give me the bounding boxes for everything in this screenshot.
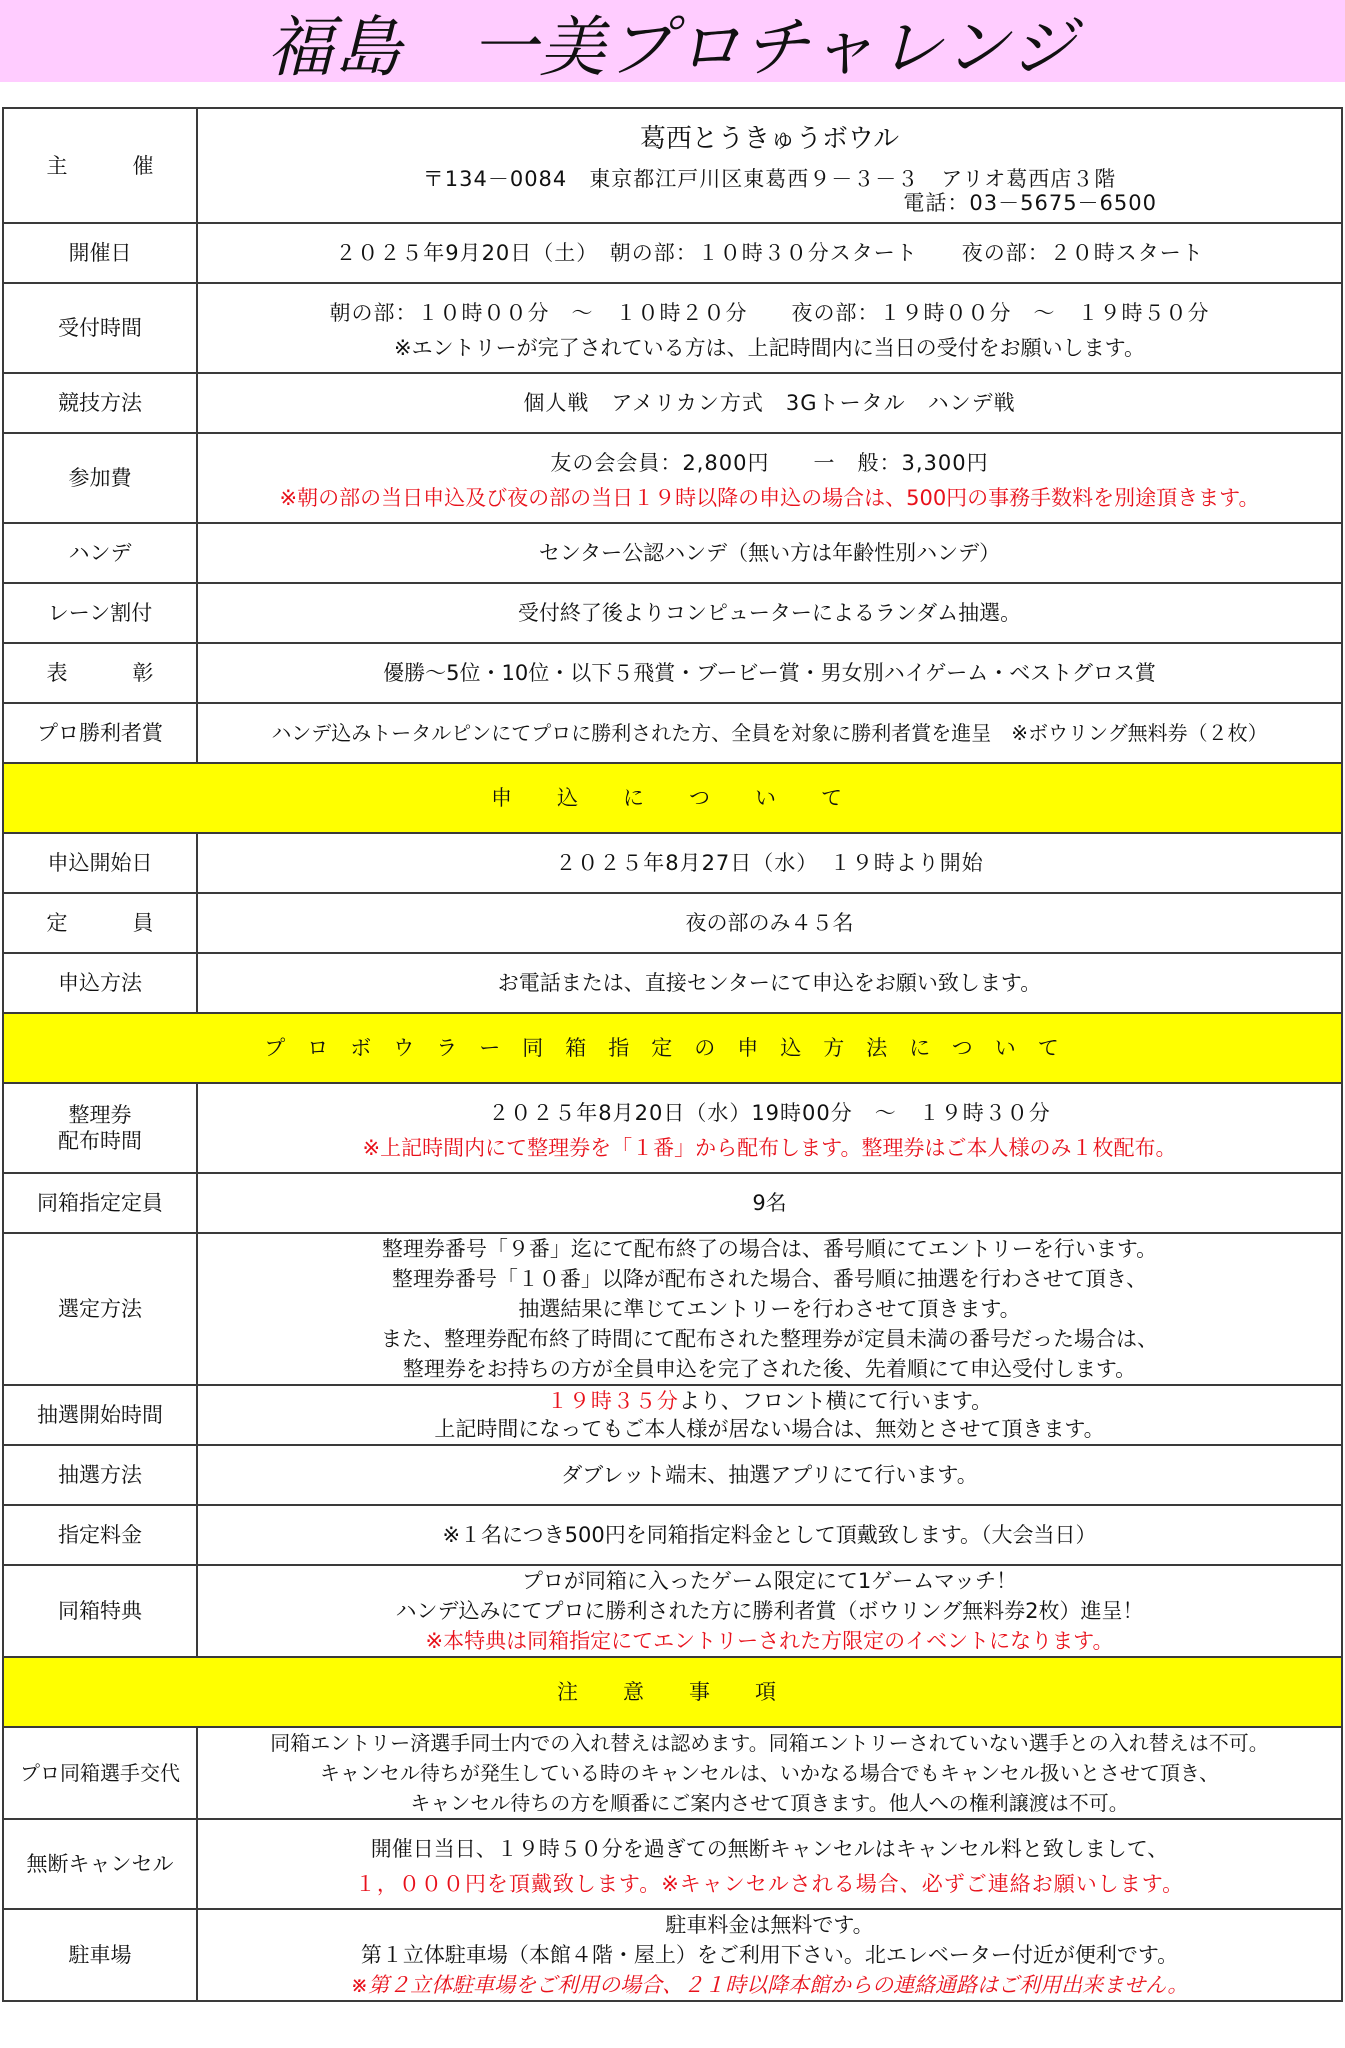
ticket-note: ※上記時間内にて整理券を「１番」から配布します。整理券はご本人様のみ１枚配布。 bbox=[362, 1136, 1177, 1160]
section-header-application: 申 込 に つ い て bbox=[3, 763, 1342, 833]
swap-line: キャンセル待ちの方を順番にご案内させて頂きます。他人への権利譲渡は不可。 bbox=[410, 1791, 1129, 1815]
row-draw-method bbox=[3, 1445, 1342, 1505]
row-swap bbox=[3, 1727, 1342, 1819]
row-no-show bbox=[3, 1819, 1342, 1909]
parking-line: 駐車料金は無料です。 bbox=[665, 1913, 874, 1937]
organizer-cell bbox=[197, 108, 1342, 223]
draw-method-value: ダブレット端末、抽選アプリにて行います。 bbox=[197, 1445, 1342, 1505]
fee-cell bbox=[197, 433, 1342, 523]
row-capacity bbox=[3, 893, 1342, 953]
draw-time-label: 抽選開始時間 bbox=[3, 1385, 197, 1445]
event-date-label: 開催日 bbox=[3, 223, 197, 283]
draw-absence-note: 上記時間になってもご本人様が居ない場合は、無効とさせて頂きます。 bbox=[434, 1417, 1105, 1441]
no-show-cell bbox=[197, 1819, 1342, 1909]
row-selection bbox=[3, 1233, 1342, 1385]
row-handicap bbox=[3, 523, 1342, 583]
same-box-capacity-value: 9名 bbox=[197, 1173, 1342, 1233]
awards-label: 表 彰 bbox=[3, 643, 197, 703]
row-lanes bbox=[3, 583, 1342, 643]
application-start-value: ２０２５年8月27日（水） １９時より開始 bbox=[197, 833, 1342, 893]
awards-value: 優勝～5位・10位・以下５飛賞・ブービー賞・男女別ハイゲーム・ベストグロス賞 bbox=[197, 643, 1342, 703]
row-organizer bbox=[3, 108, 1342, 223]
format-value: 個人戦 アメリカン方式 3Gトータル ハンデ戦 bbox=[197, 373, 1342, 433]
same-box-capacity-label: 同箱指定定員 bbox=[3, 1173, 197, 1233]
fee-value: 友の会会員：2,800円 一 般：3,300円 bbox=[550, 451, 989, 475]
row-same-box-capacity bbox=[3, 1173, 1342, 1233]
handicap-label: ハンデ bbox=[3, 523, 197, 583]
reception-cell bbox=[197, 283, 1342, 373]
row-format bbox=[3, 373, 1342, 433]
row-section-same-box bbox=[3, 1013, 1342, 1083]
lanes-label: レーン割付 bbox=[3, 583, 197, 643]
row-reception bbox=[3, 283, 1342, 373]
row-parking bbox=[3, 1909, 1342, 2001]
ticket-label: 整理券 配布時間 bbox=[3, 1083, 197, 1173]
row-section-notes bbox=[3, 1657, 1342, 1727]
row-fee bbox=[3, 433, 1342, 523]
fee-note: ※朝の部の当日申込及び夜の部の当日１９時以降の申込の場合は、500円の事務手数料を別途頂きます。 bbox=[279, 486, 1260, 510]
no-show-line: 開催日当日、１９時５０分を過ぎての無断キャンセルはキャンセル料と致しまして、 bbox=[370, 1837, 1169, 1861]
same-box-benefit-cell bbox=[197, 1565, 1342, 1657]
capacity-value: 夜の部のみ４５名 bbox=[197, 893, 1342, 953]
row-pro-win bbox=[3, 703, 1342, 763]
selection-cell bbox=[197, 1233, 1342, 1385]
benefit-note: ※本特典は同箱指定にてエントリーされた方限定のイベントになります。 bbox=[425, 1629, 1114, 1653]
row-event-date bbox=[3, 223, 1342, 283]
row-ticket bbox=[3, 1083, 1342, 1173]
row-application-start bbox=[3, 833, 1342, 893]
designation-fee-value: ※１名につき500円を同箱指定料金として頂戴致します。（大会当日） bbox=[197, 1505, 1342, 1565]
page-title: 福島 一美プロチャレンジ bbox=[267, 8, 1078, 86]
application-method-label: 申込方法 bbox=[3, 953, 197, 1013]
no-show-note: １，０００円を頂戴致します。※キャンセルされる場合、必ずご連絡お願いします。 bbox=[354, 1872, 1185, 1896]
benefit-line: プロが同箱に入ったゲーム限定にて1ゲームマッチ！ bbox=[521, 1569, 1018, 1593]
title-banner bbox=[0, 0, 1345, 86]
parking-cell bbox=[197, 1909, 1342, 2001]
reception-note: ※エントリーが完了されている方は、上記時間内に当日の受付をお願いします。 bbox=[394, 336, 1145, 360]
section-header-same-box: プロボウラー同箱指定の申込方法について bbox=[3, 1013, 1342, 1083]
draw-time-cell bbox=[197, 1385, 1342, 1445]
pro-win-value: ハンデ込みトータルピンにてプロに勝利された方、全員を対象に勝利者賞を進呈 ※ボウリング無料券（２枚） bbox=[197, 703, 1342, 763]
parking-note: ※第２立体駐車場をご利用の場合、２１時以降本館からの連絡通路はご利用出来ません。 bbox=[350, 1973, 1189, 1997]
reception-label: 受付時間 bbox=[3, 283, 197, 373]
selection-line: 整理券番号「９番」迄にて配布終了の場合は、番号順にてエントリーを行います。 bbox=[381, 1237, 1158, 1261]
application-method-value: お電話または、直接センターにて申込をお願い致します。 bbox=[197, 953, 1342, 1013]
handicap-value: センター公認ハンデ（無い方は年齢性別ハンデ） bbox=[197, 523, 1342, 583]
pro-win-label: プロ勝利者賞 bbox=[3, 703, 197, 763]
selection-label: 選定方法 bbox=[3, 1233, 197, 1385]
selection-line: また、整理券配布終了時間にて配布された整理券が定員未満の番号だった場合は、 bbox=[381, 1327, 1158, 1351]
row-draw-time bbox=[3, 1385, 1342, 1445]
swap-label: プロ同箱選手交代 bbox=[3, 1727, 197, 1819]
event-date-value: ２０２５年9月20日（土） 朝の部：１０時３０分スタート 夜の部：２０時スタート bbox=[197, 223, 1342, 283]
selection-line: 整理券番号「１０番」以降が配布された場合、番号順に抽選を行わさせて頂き、 bbox=[391, 1267, 1148, 1291]
same-box-benefit-label: 同箱特典 bbox=[3, 1565, 197, 1657]
reception-times: 朝の部：１０時００分 ～ １０時２０分 夜の部：１９時００分 ～ １９時５０分 bbox=[329, 301, 1210, 325]
capacity-label: 定 員 bbox=[3, 893, 197, 953]
application-start-label: 申込開始日 bbox=[3, 833, 197, 893]
row-awards bbox=[3, 643, 1342, 703]
swap-line: キャンセル待ちが発生している時のキャンセルは、いかなる場合でもキャンセル扱いとさせて頂き、 bbox=[319, 1761, 1220, 1785]
draw-method-label: 抽選方法 bbox=[3, 1445, 197, 1505]
designation-fee-label: 指定料金 bbox=[3, 1505, 197, 1565]
row-application-method bbox=[3, 953, 1342, 1013]
parking-line: 第１立体駐車場（本館４階・屋上）をご利用下さい。北エレベーター付近が便利です。 bbox=[360, 1943, 1179, 1967]
section-header-notes: 注 意 事 項 bbox=[3, 1657, 1342, 1727]
event-info-table bbox=[2, 107, 1343, 2002]
parking-label: 駐車場 bbox=[3, 1909, 197, 2001]
draw-start-time: １９時３５分 bbox=[546, 1389, 679, 1413]
row-same-box-benefit bbox=[3, 1565, 1342, 1657]
venue-name: 葛西とうきゅうボウル bbox=[639, 123, 900, 154]
swap-line: 同箱エントリー済選手同士内での入れ替えは認めます。同箱エントリーされていない選手との入れ替えは不可。 bbox=[270, 1731, 1269, 1755]
lanes-value: 受付終了後よりコンピューターによるランダム抽選。 bbox=[197, 583, 1342, 643]
format-label: 競技方法 bbox=[3, 373, 197, 433]
venue-address: 〒134－0084 東京都江戸川区東葛西９－３－３ アリオ葛西店３階 bbox=[422, 166, 1117, 191]
swap-cell bbox=[197, 1727, 1342, 1819]
selection-line: 抽選結果に準じてエントリーを行わさせて頂きます。 bbox=[518, 1297, 1021, 1321]
benefit-line: ハンデ込みにてプロに勝利された方に勝利者賞（ボウリング無料券2枚）進呈！ bbox=[395, 1599, 1144, 1623]
row-designation-fee bbox=[3, 1505, 1342, 1565]
draw-location: より、フロント横にて行います。 bbox=[678, 1389, 993, 1413]
selection-line: 整理券をお持ちの方が全員申込を完了された後、先着順にて申込受付します。 bbox=[402, 1357, 1137, 1381]
ticket-value: ２０２５年8月20日（水）19時00分 ～ １９時３０分 bbox=[488, 1101, 1051, 1125]
ticket-cell bbox=[197, 1083, 1342, 1173]
venue-phone: 電話：03－5675－6500 bbox=[903, 190, 1157, 215]
row-section-application bbox=[3, 763, 1342, 833]
no-show-label: 無断キャンセル bbox=[3, 1819, 197, 1909]
organizer-label: 主 催 bbox=[3, 108, 197, 223]
fee-label: 参加費 bbox=[3, 433, 197, 523]
